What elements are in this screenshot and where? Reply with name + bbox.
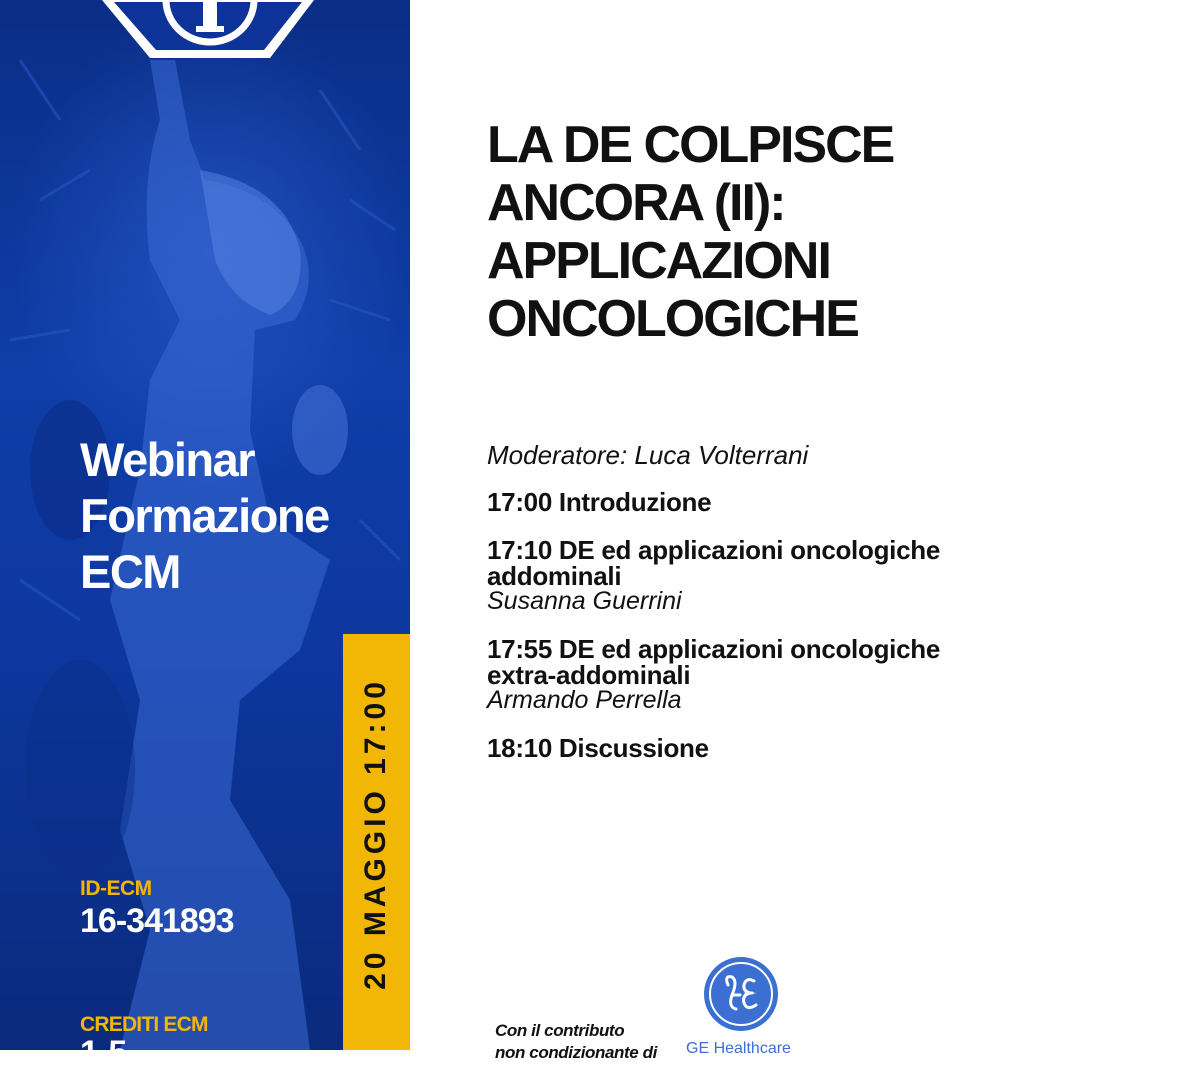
credits-label: CREDITI ECM <box>80 1013 208 1036</box>
program <box>487 440 1167 783</box>
program-item-title: 17:55 DE ed applicazioni oncologiche <box>487 634 940 664</box>
title-line: APPLICAZIONI <box>487 232 830 290</box>
title-line: ANCORA (II): <box>487 174 785 232</box>
program-item <box>487 489 1167 515</box>
event-title <box>487 116 1127 348</box>
left-panel <box>0 0 410 1072</box>
id-ecm-label: ID-ECM <box>80 877 152 900</box>
credits-value: 1,5 <box>80 1034 128 1072</box>
program-item-title-cont: addominali <box>487 561 622 591</box>
date-time: 20 MAGGIO 17:00 <box>359 678 392 990</box>
sponsor-line: Con il contributo <box>495 1021 625 1040</box>
id-ecm-value: 16-341893 <box>80 902 234 940</box>
webinar-title <box>80 432 380 600</box>
program-item-title: 17:10 DE ed applicazioni oncologiche <box>487 535 940 565</box>
program-item-title: 18:10 Discussione <box>487 733 709 763</box>
cropped-header-fragment <box>540 0 600 4</box>
date-band <box>343 634 410 1050</box>
moderator: Moderatore: Luca Volterrani <box>487 440 809 470</box>
title-line: LA DE COLPISCE <box>487 116 894 174</box>
program-item-title: 17:00 Introduzione <box>487 487 712 517</box>
webinar-line: ECM <box>80 545 180 598</box>
society-logo-icon <box>100 0 316 60</box>
ge-healthcare-name: GE Healthcare <box>686 1040 791 1057</box>
ge-healthcare-logo-icon <box>702 955 780 1033</box>
webinar-line: Formazione <box>80 489 329 542</box>
program-item-speaker: Susanna Guerrini <box>487 587 682 615</box>
title-line: ONCOLOGICHE <box>487 290 858 348</box>
program-item-title-cont: extra-addominali <box>487 660 691 690</box>
program-item <box>487 636 1167 713</box>
sponsor-line: non condizionante di <box>495 1043 657 1062</box>
sponsor-text <box>495 1020 695 1064</box>
program-item-speaker: Armando Perrella <box>487 686 682 714</box>
webinar-line: Webinar <box>80 433 255 486</box>
program-item <box>487 735 1167 761</box>
program-item <box>487 537 1167 614</box>
